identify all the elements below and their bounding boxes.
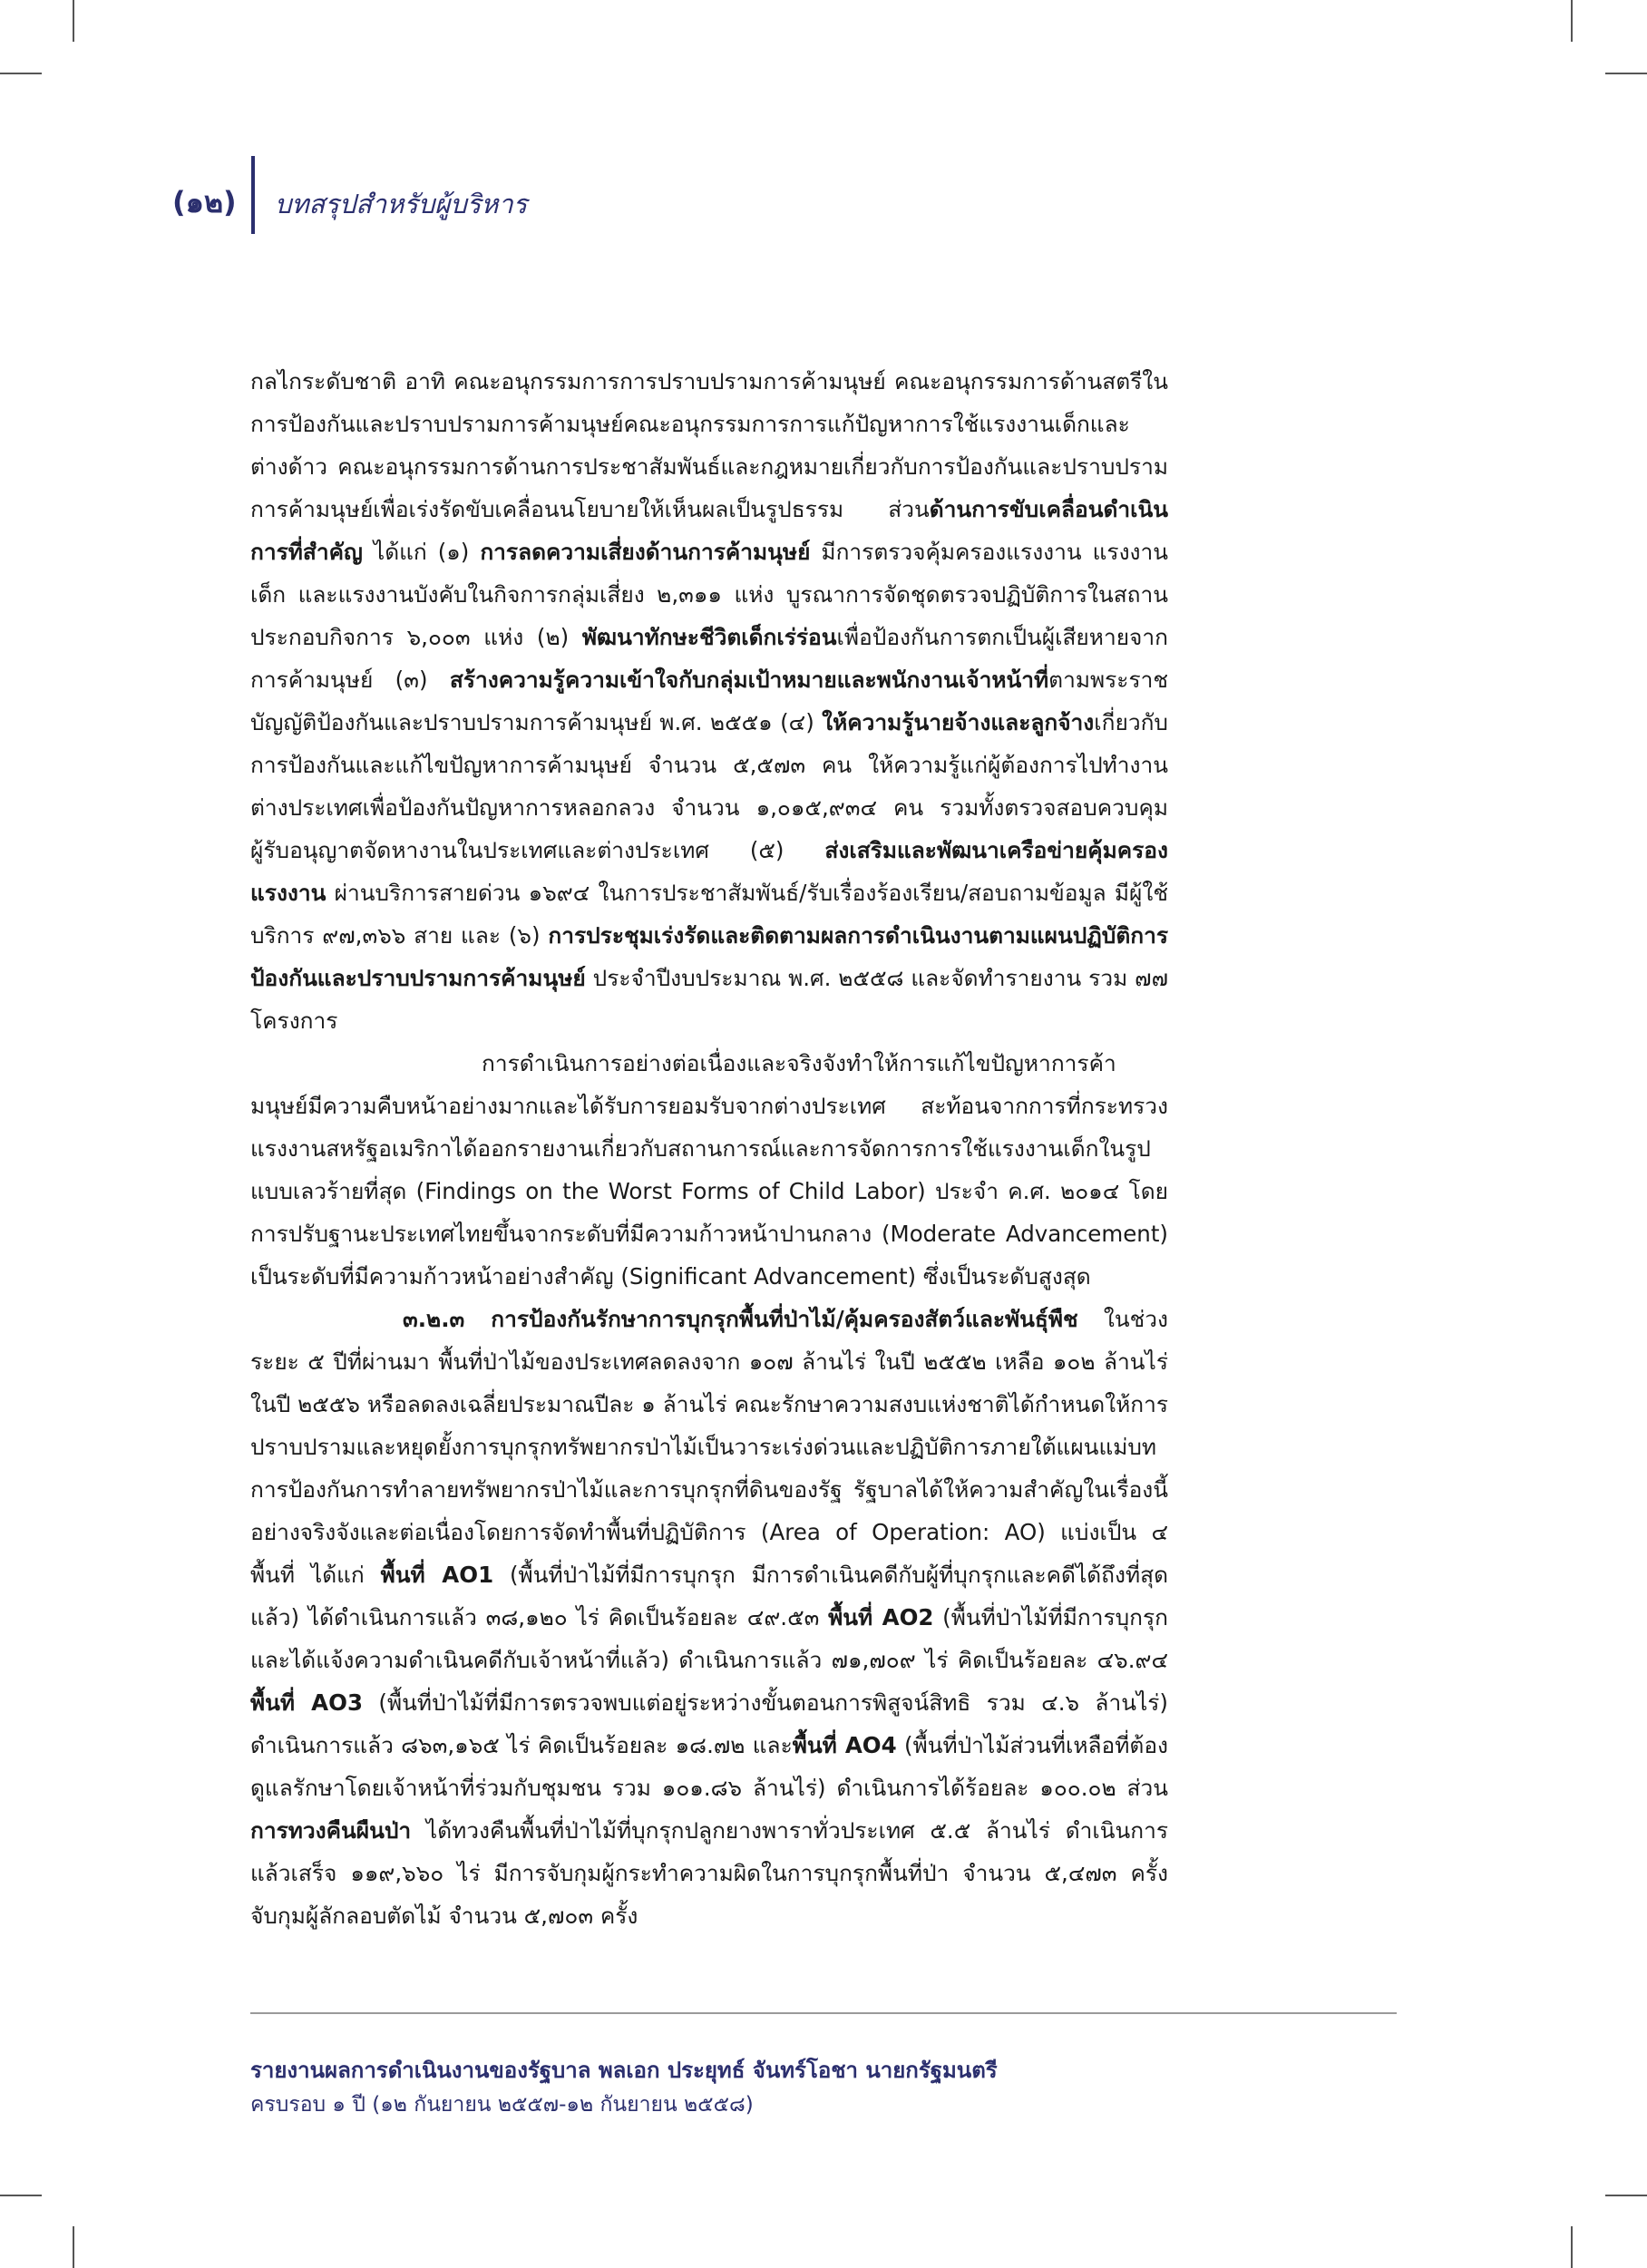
crop-mark (0, 73, 42, 74)
text-run: ประจำปีงบประมาณ พ.ศ. ๒๕๕๘ และจัดทำรายงาน รวม ๗๗ โครงการ (250, 965, 1168, 1034)
text-run: (พื้นที่ป่าไม้ส่วนที่เหลือที่ต้องดูแลรักษาโดยเจ้าหน้าที่ร่วมกับชุมชน รวม ๑๐๑.๘๖ ล้านไร่) ดำเนินการได้ร้อยละ ๑๐๐.๐๒ ส่วน (250, 1732, 1168, 1801)
text-run: ตามพระราชบัญญัติป้องกันและปราบปรามการค้ามนุษย์ พ.ศ. ๒๕๕๑ (๔) (250, 667, 1168, 735)
bold-run: พื้นที่ AO1 (380, 1562, 494, 1588)
crop-mark (73, 2226, 74, 2268)
crop-mark (0, 2195, 42, 2196)
bold-run: พื้นที่ AO2 (828, 1604, 934, 1630)
header-title: บทสรุปสำหรับผู้บริหาร (275, 189, 528, 219)
text-run: (พื้นที่ป่าไม้ที่มีการตรวจพบแต่อยู่ระหว่างขั้นตอนการพิสูจน์สิทธิ รวม ๔.๖ ล้านไร่) ดำเนินการแล้ว ๘๖๓,๑๖๕ ไร่ คิดเป็นร้อยละ ๑๘.๗๒ และ (250, 1689, 1168, 1758)
bold-run: พัฒนาทักษะชีวิตเด็กเร่ร่อน (581, 624, 837, 650)
paragraph-progress: การดำเนินการอย่างต่อเนื่องและจริงจังทำให้การแก้ไขปัญหาการค้ามนุษย์มีความคืบหน้าอย่างมากและได้รับการยอมรับจากต่างประเทศ สะท้อนจากการที่กระทรวงแรงงานสหรัฐอเมริกาได้ออกรายงานเกี่ยวกับสถานการณ์และการจัดการการใช้แรงงานเด็กในรูปแบบเลวร้ายที่สุด (Findings on the Worst Forms of Child Labor) ประจำ ค.ศ. ๒๐๑๔ โดยการปรับฐานะประเทศไทยขึ้นจากระดับที่มีความก้าวหน้าปานกลาง (Moderate Advancement) เป็นระดับที่มีความก้าวหน้าอย่างสำคัญ (Significant Advancement) ซึ่งเป็นระดับสูงสุด (250, 1050, 1168, 1290)
text-run: (พื้นที่ป่าไม้ที่มีการบุกรุก มีการดำเนินคดีกับผู้ที่บุกรุกและคดีได้ถึงที่สุดแล้ว) ได้ดำเนินการแล้ว ๓๘,๑๒๐ ไร่ คิดเป็นร้อยละ ๔๙.๕๓ (250, 1562, 1168, 1630)
text-run: ในช่วงระยะ ๕ ปีที่ผ่านมา พื้นที่ป่าไม้ของประเทศลดลงจาก ๑๐๗ ล้านไร่ ในปี ๒๕๕๒ เหลือ ๑๐๒ ล้านไร่ ในปี ๒๕๕๖ หรือลดลงเฉลี่ยประมาณปีละ ๑ ล้านไร่ คณะรักษาความสงบแห่งชาติได้กำหนดให้การปราบปรามและหยุดยั้งการบุกรุกทรัพยากรป่าไม้เป็นวาระเร่งด่วนและปฏิบัติการภายใต้แผนแม่บทการป้องกันการทำลายทรัพยากรป่าไม้และการบุกรุกที่ดินของรัฐ รัฐบาลได้ให้ความสำคัญในเรื่องนี้อย่างจริงจังและต่อเนื่องโดยการจัดทำพื้นที่ปฏิบัติการ (Area of Operation: AO) แบ่งเป็น ๔ พื้นที่ ได้แก่ (250, 1306, 1168, 1588)
bold-run: สร้างความรู้ความเข้าใจกับกลุ่มเป้าหมายและพนักงานเจ้าหน้าที่ (449, 667, 1049, 693)
bold-run: การลดความเสี่ยงด้านการค้ามนุษย์ (480, 539, 811, 565)
text-run: เกี่ยวกับการป้องกันและแก้ไขปัญหาการค้ามนุษย์ จำนวน ๕,๕๗๓ คน ให้ความรู้แก่ผู้ต้องการไปทำงานต่างประเทศเพื่อป้องกันปัญหาการหลอกลวง จำนวน ๑,๐๑๕,๙๓๔ คน รวมทั้งตรวจสอบควบคุมผู้รับอนุญาตจัดหางานในประเทศและต่างประเทศ (๕) (250, 709, 1168, 863)
text-run: ผ่านบริการสายด่วน ๑๖๙๔ ในการประชาสัมพันธ์/รับเรื่องร้องเรียน/สอบถามข้อมูล มีผู้ใช้บริการ ๙๗,๓๖๖ สาย และ (๖) (250, 880, 1168, 949)
bold-run: พื้นที่ AO4 (792, 1732, 897, 1758)
crop-mark (1605, 2195, 1647, 2196)
crop-mark (1571, 0, 1573, 42)
body-text (250, 360, 1168, 1937)
bold-run: การประชุมเร่งรัดและติดตามผลการดำเนินงานตามแผนปฏิบัติการป้องกันและปราบปรามการค้ามนุษย์ (250, 922, 1168, 991)
footer-period: ครบรอบ ๑ ปี (๑๒ กันยายน ๒๕๕๗-๑๒ กันยายน ๒๕๕๘) (250, 2093, 754, 2117)
bold-run: ส่งเสริมและพัฒนาเครือข่ายคุ้มครองแรงงาน (250, 837, 1168, 906)
header-divider (251, 156, 255, 234)
bold-run: การทวงคืนผืนป่า (250, 1817, 412, 1844)
bold-run: ด้านการขับเคลื่อนดำเนินการที่สำคัญ (250, 496, 1168, 565)
bold-run: พื้นที่ AO3 (250, 1689, 364, 1716)
footer-report-title: รายงานผลการดำเนินงานของรัฐบาล พลเอก ประยุทธ์ จันทร์โอชา นายกรัฐมนตรี (250, 2058, 998, 2083)
page-number: (๑๒) (172, 185, 237, 219)
footer-divider (250, 2012, 1397, 2014)
section-heading: ๓.๒.๓ การป้องกันรักษาการบุกรุกพื้นที่ป่าไม้/คุ้มครองสัตว์และพันธุ์พืช (403, 1306, 1078, 1332)
paragraph-forest (250, 1298, 1168, 1937)
crop-mark (73, 0, 74, 42)
text-run: กลไกระดับชาติ อาทิ คณะอนุกรรมการการปราบปรามการค้ามนุษย์ คณะอนุกรรมการด้านสตรีในการป้องกันและปราบปรามการค้ามนุษย์คณะอนุกรรมการการแก้ปัญหาการใช้แรงงานเด็กและต่างด้าว คณะอนุกรรมการด้านการประชาสัมพันธ์และกฎหมายเกี่ยวกับการป้องกันและปราบปรามการค้ามนุษย์เพื่อเร่งรัดขับเคลื่อนนโยบายให้เห็นผลเป็นรูปธรรม ส่วน (250, 368, 1168, 522)
text-run: มีการตรวจคุ้มครองแรงงาน แรงงานเด็ก และแรงงานบังคับในกิจการกลุ่มเสี่ยง ๒,๓๑๑ แห่ง บูรณาการจัดชุดตรวจปฏิบัติการในสถานประกอบกิจการ ๖,๐๐๓ แห่ง (๒) (250, 539, 1168, 650)
crop-mark (1571, 2226, 1573, 2268)
text-run: (พื้นที่ป่าไม้ที่มีการบุกรุกและได้แจ้งความดำเนินคดีกับเจ้าหน้าที่แล้ว) ดำเนินการแล้ว ๗๑,๗๐๙ ไร่ คิดเป็นร้อยละ ๔๖.๙๔ (250, 1604, 1168, 1673)
text-run: เพื่อป้องกันการตกเป็นผู้เสียหายจากการค้ามนุษย์ (๓) (250, 624, 1168, 693)
paragraph-mechanisms (250, 360, 1168, 1042)
crop-mark (1605, 73, 1647, 74)
text-run: ได้ทวงคืนพื้นที่ป่าไม้ที่บุกรุกปลูกยางพาราทั่วประเทศ ๕.๕ ล้านไร่ ดำเนินการแล้วเสร็จ ๑๑๙,๖๖๐ ไร่ มีการจับกุมผู้กระทำความผิดในการบุกรุกพื้นที่ป่า จำนวน ๕,๔๗๓ ครั้ง จับกุมผู้ลักลอบตัดไม้ จำนวน ๕,๗๐๓ ครั้ง (250, 1817, 1168, 1929)
text-run: ได้แก่ (๑) (362, 539, 481, 565)
bold-run: ให้ความรู้นายจ้างและลูกจ้าง (822, 709, 1095, 735)
